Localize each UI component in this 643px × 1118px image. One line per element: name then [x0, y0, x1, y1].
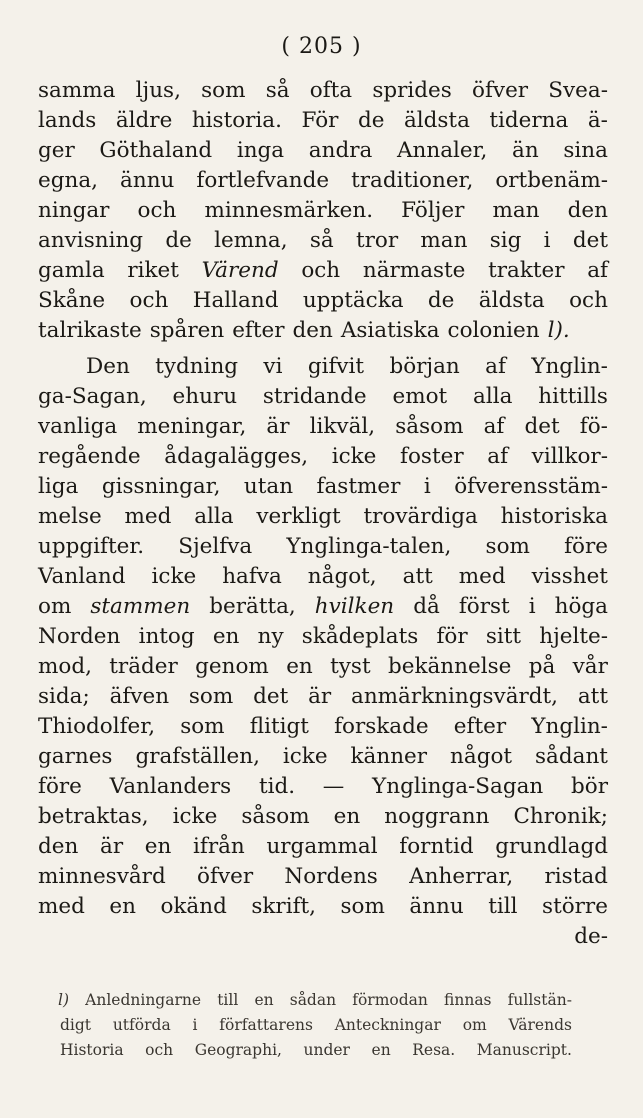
- word: anmärkningsvärdt,: [351, 684, 559, 709]
- word: vanliga: [38, 414, 118, 439]
- word: Göthaland: [99, 138, 213, 163]
- text-line: [38, 256, 608, 286]
- word: tydning: [155, 354, 239, 379]
- word: fullstän-: [507, 991, 572, 1009]
- word: bekännelse: [387, 654, 512, 679]
- word: forskade: [334, 714, 429, 739]
- word: äldsta: [403, 108, 470, 133]
- text-line: [38, 652, 608, 682]
- word: bör: [571, 774, 608, 799]
- word: ger: [38, 138, 75, 163]
- word: öfver: [472, 78, 529, 103]
- text-line: [38, 136, 608, 166]
- text-line: [38, 742, 608, 772]
- word: af: [487, 444, 509, 469]
- word: Norden: [38, 624, 121, 649]
- word: författarens: [219, 1016, 313, 1034]
- word: finnas: [444, 991, 492, 1009]
- word: meningar,: [137, 414, 247, 439]
- word: hjelte-: [539, 624, 608, 649]
- word: utförda: [112, 1016, 171, 1034]
- word: fastmer: [316, 474, 401, 499]
- word: ljus,: [135, 78, 181, 103]
- word: tror: [355, 228, 399, 253]
- word: äfven: [109, 684, 170, 709]
- word: som: [201, 78, 246, 103]
- word: Anherrar,: [409, 864, 514, 889]
- page-number-header: ( 205 ): [281, 34, 362, 59]
- word: flitigt: [249, 714, 309, 739]
- word: alla: [194, 504, 234, 529]
- word: tid.: [258, 774, 296, 799]
- word: Chronik;: [513, 804, 608, 829]
- word: minnesvård: [38, 864, 166, 889]
- text-line: [38, 622, 608, 652]
- word: för: [436, 624, 468, 649]
- word: i: [423, 474, 431, 499]
- word: om: [462, 1016, 487, 1034]
- word: liga: [38, 474, 79, 499]
- word: fö-: [579, 414, 608, 439]
- word: och: [569, 288, 608, 313]
- word: Ynglinga-Sagan: [372, 774, 544, 799]
- word: förmodan: [352, 991, 428, 1009]
- word: icke: [172, 804, 218, 829]
- text-line: [38, 682, 608, 712]
- word: att: [402, 564, 433, 589]
- word: och: [145, 1041, 174, 1059]
- word: fortlefvande: [196, 168, 330, 193]
- word: hittills: [538, 384, 608, 409]
- word: och: [137, 198, 177, 223]
- word: Ynglinga-talen,: [286, 534, 452, 559]
- word: För: [301, 108, 339, 133]
- word: upptäcka: [302, 288, 404, 313]
- word: gifvit: [307, 354, 365, 379]
- text-line: [38, 226, 608, 256]
- word: under: [303, 1041, 350, 1059]
- word: gissningar,: [101, 474, 221, 499]
- word: är: [100, 834, 124, 859]
- word: och: [301, 258, 341, 283]
- text-line: [38, 562, 608, 592]
- word: emot: [392, 384, 448, 409]
- word: en: [109, 894, 136, 919]
- word: en: [144, 834, 172, 859]
- word: ehuru: [172, 384, 238, 409]
- word: visshet: [531, 564, 608, 589]
- word: en: [286, 654, 313, 679]
- text-line: [38, 166, 608, 196]
- word: betraktas,: [38, 804, 149, 829]
- word: ningar: [38, 198, 110, 223]
- footnote-line: [60, 1013, 572, 1038]
- word: med: [458, 564, 506, 589]
- word: något: [450, 744, 513, 769]
- word: som: [188, 684, 234, 709]
- text-line: [38, 892, 608, 922]
- text-line: [38, 76, 608, 106]
- word: Annaler,: [396, 138, 488, 163]
- text-line: [38, 832, 608, 862]
- word: en: [371, 1041, 391, 1059]
- word: först: [458, 594, 510, 619]
- word: lemna,: [214, 228, 288, 253]
- word: ga-Sagan,: [38, 384, 147, 409]
- word: minnesmärken.: [204, 198, 374, 223]
- text-line: [38, 382, 608, 412]
- word: Anledningarne: [85, 991, 202, 1009]
- footnote-line: [58, 988, 572, 1013]
- word: andra: [308, 138, 373, 163]
- word: talrikaste: [38, 318, 142, 343]
- word: ofta: [309, 78, 353, 103]
- word: före: [564, 534, 608, 559]
- word: att: [577, 684, 608, 709]
- word: till: [488, 894, 518, 919]
- word: alla: [473, 384, 513, 409]
- word: de: [165, 228, 192, 253]
- word: noggrann: [384, 804, 490, 829]
- word: Vanland: [38, 564, 126, 589]
- word: ännu: [409, 894, 464, 919]
- word: ännu: [120, 168, 175, 193]
- paragraph-2: [38, 352, 608, 922]
- word: efter: [232, 318, 285, 343]
- word: öfver: [197, 864, 254, 889]
- word: af: [587, 258, 608, 283]
- word: känner: [350, 744, 428, 769]
- word: inga: [236, 138, 285, 163]
- word: regående: [38, 444, 141, 469]
- word: mod,: [38, 654, 92, 679]
- catchword: de-: [574, 924, 608, 949]
- catchword-line: [38, 922, 608, 952]
- word: melse: [38, 504, 102, 529]
- word: stammen: [90, 594, 191, 619]
- word: vi: [263, 354, 283, 379]
- word: Resa.: [412, 1041, 456, 1059]
- word: Den: [86, 354, 130, 379]
- word: Värends: [508, 1016, 572, 1034]
- paragraph-1: [38, 76, 608, 346]
- word: —: [322, 774, 345, 799]
- word: uppgifter.: [38, 534, 145, 559]
- word: är: [266, 414, 290, 439]
- word: sina: [563, 138, 608, 163]
- word: skådeplats: [301, 624, 419, 649]
- word: ifrån: [193, 834, 245, 859]
- text-line: [38, 592, 608, 622]
- word: en: [254, 991, 274, 1009]
- word: gamla: [38, 258, 105, 283]
- word: sig: [489, 228, 522, 253]
- word: verkligt: [256, 504, 341, 529]
- word: Ynglin-: [531, 714, 608, 739]
- word: spåren: [149, 318, 225, 343]
- word: icke: [331, 444, 377, 469]
- word: träder: [109, 654, 178, 679]
- word: samma: [38, 78, 116, 103]
- text-line: [38, 532, 608, 562]
- word: såsom: [395, 414, 464, 439]
- word: trovärdiga: [363, 504, 478, 529]
- word: sitt: [485, 624, 522, 649]
- word: Anteckningar: [334, 1016, 441, 1034]
- word: Svea-: [548, 78, 608, 103]
- word: Sjelfva: [178, 534, 253, 559]
- word: med: [124, 504, 172, 529]
- word: så: [309, 228, 334, 253]
- word: en: [212, 624, 240, 649]
- word: Geographi,: [194, 1041, 282, 1059]
- word: det: [572, 228, 608, 253]
- text-line: [38, 802, 608, 832]
- word: ristad: [544, 864, 608, 889]
- footnote: [60, 988, 572, 1063]
- word: Skåne: [38, 288, 106, 313]
- word: och: [129, 288, 169, 313]
- word: Ynglin-: [531, 354, 608, 379]
- word: egna,: [38, 168, 98, 193]
- text-line: [38, 772, 608, 802]
- word: foster: [400, 444, 464, 469]
- word: sida;: [38, 684, 90, 709]
- text-line: [38, 316, 608, 346]
- text-line: [38, 286, 608, 316]
- word: då: [413, 594, 440, 619]
- word: genom: [195, 654, 269, 679]
- word: om: [38, 594, 72, 619]
- word: som: [340, 894, 385, 919]
- word: det: [524, 414, 560, 439]
- word: l).: [547, 318, 570, 343]
- word: anvisning: [38, 228, 144, 253]
- word: hvilken: [314, 594, 395, 619]
- word: något,: [307, 564, 377, 589]
- word: trakter: [488, 258, 565, 283]
- text-line: [38, 862, 608, 892]
- word: man: [420, 228, 468, 253]
- word: det: [253, 684, 289, 709]
- text-line: [38, 352, 608, 382]
- word: stridande: [262, 384, 367, 409]
- word: ä-: [587, 108, 608, 133]
- word: så: [265, 78, 290, 103]
- text-line: [38, 502, 608, 532]
- word: Halland: [192, 288, 279, 313]
- word: likväl,: [309, 414, 376, 439]
- word: öfverensstäm-: [454, 474, 608, 499]
- word: sådant: [535, 744, 608, 769]
- word: hafva: [222, 564, 282, 589]
- word: den: [38, 834, 79, 859]
- word: ådagalägges,: [164, 444, 309, 469]
- word: i: [543, 228, 551, 253]
- word: vår: [572, 654, 608, 679]
- word: äldre: [115, 108, 173, 133]
- word: efter: [453, 714, 507, 739]
- word: på: [528, 654, 556, 679]
- word: grundlagd: [495, 834, 608, 859]
- word: Thiodolfer,: [38, 714, 156, 739]
- text-line: [38, 106, 608, 136]
- word: är: [308, 684, 332, 709]
- word: colonien: [447, 318, 540, 343]
- word: de: [427, 288, 455, 313]
- word: den: [567, 198, 608, 223]
- word: af: [483, 414, 505, 439]
- word: sprides: [372, 78, 452, 103]
- word: början: [389, 354, 460, 379]
- word: Nordens: [284, 864, 378, 889]
- word: Värend: [201, 258, 279, 283]
- word: som: [180, 714, 225, 739]
- word: digt: [60, 1016, 92, 1034]
- text-line: [38, 412, 608, 442]
- word: man: [492, 198, 540, 223]
- word: närmaste: [362, 258, 466, 283]
- word: berätta,: [209, 594, 296, 619]
- text-line: [38, 712, 608, 742]
- footnote-line: [60, 1038, 572, 1063]
- main-text: [38, 76, 608, 952]
- word: tyst: [330, 654, 371, 679]
- word: större: [542, 894, 608, 919]
- text-line: [38, 196, 608, 226]
- word: okänd: [160, 894, 227, 919]
- word: till: [217, 991, 239, 1009]
- word: utan: [243, 474, 294, 499]
- word: Vanlanders: [109, 774, 232, 799]
- word: än: [512, 138, 539, 163]
- word: historiska: [500, 504, 608, 529]
- word: tiderna: [489, 108, 569, 133]
- word: före: [38, 774, 82, 799]
- word: i: [192, 1016, 198, 1034]
- word: en: [333, 804, 361, 829]
- word: Manuscript.: [476, 1041, 572, 1059]
- word: i: [528, 594, 536, 619]
- word: som: [485, 534, 530, 559]
- word: de: [357, 108, 385, 133]
- word: med: [38, 894, 85, 919]
- word: villkor-: [531, 444, 608, 469]
- word: l): [58, 991, 70, 1009]
- word: skrift,: [251, 894, 317, 919]
- word: ortbenäm-: [495, 168, 608, 193]
- word: garnes: [38, 744, 113, 769]
- word: lands: [38, 108, 97, 133]
- word: forntid: [399, 834, 474, 859]
- word: historia.: [191, 108, 282, 133]
- text-line: [38, 472, 608, 502]
- word: af: [485, 354, 506, 379]
- word: grafställen,: [135, 744, 260, 769]
- word: icke: [282, 744, 328, 769]
- word: höga: [554, 594, 608, 619]
- word: traditioner,: [351, 168, 474, 193]
- word: icke: [151, 564, 197, 589]
- word: intog: [138, 624, 195, 649]
- text-line: [38, 442, 608, 472]
- word: sådan: [289, 991, 337, 1009]
- word: såsom: [241, 804, 310, 829]
- word: den: [292, 318, 333, 343]
- word: ny: [257, 624, 284, 649]
- word: urgammal: [266, 834, 378, 859]
- word: Asiatiska: [340, 318, 440, 343]
- word: riket: [127, 258, 179, 283]
- word: Följer: [401, 198, 465, 223]
- word: äldsta: [478, 288, 545, 313]
- word: Historia: [60, 1041, 124, 1059]
